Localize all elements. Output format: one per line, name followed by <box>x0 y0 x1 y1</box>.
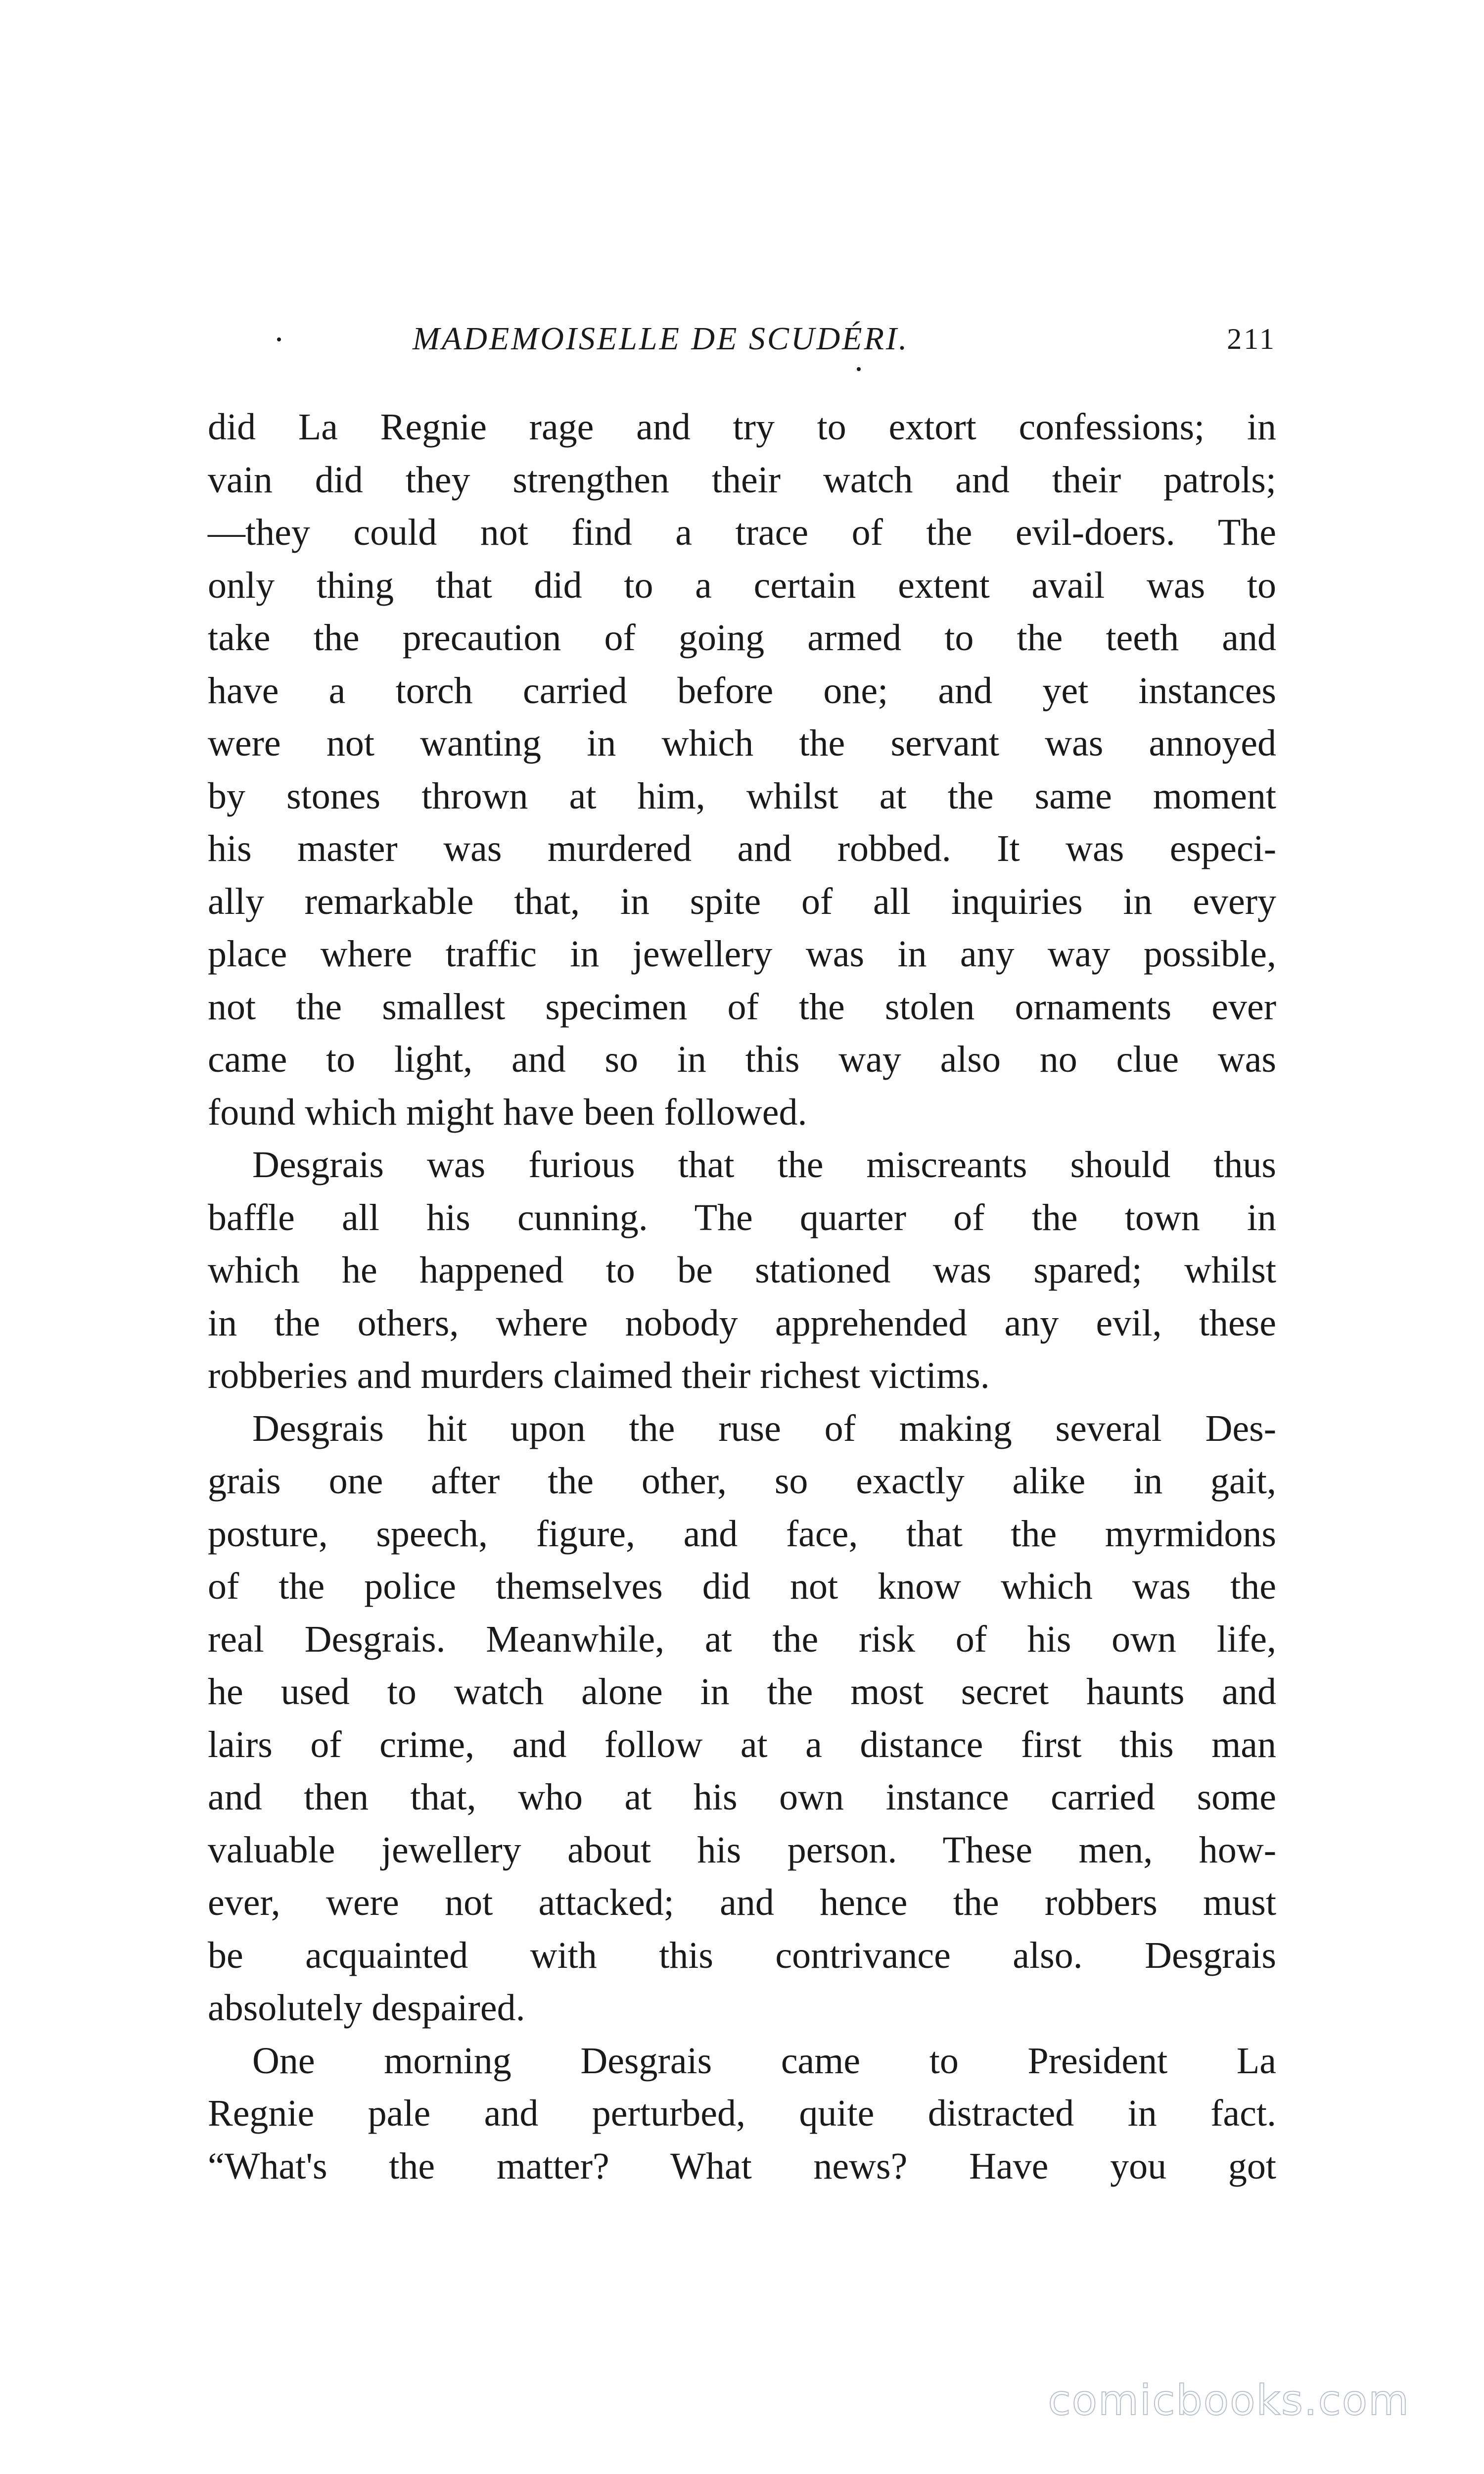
page-header <box>208 312 1276 366</box>
paragraph <box>208 2035 1276 2193</box>
paragraph <box>208 1139 1276 1402</box>
text-line: Desgrais hit upon the ruse of making several Des- <box>252 1407 1276 1449</box>
text-line: posture, speech, figure, and face, that the myrmidons <box>208 1513 1276 1555</box>
text-line: have a torch carried before one; and yet instances <box>208 669 1276 712</box>
text-line: he used to watch alone in the most secret haunts and <box>208 1671 1276 1713</box>
text-line: his master was murdered and robbed. It was especi- <box>208 828 1276 869</box>
text-line: did La Regnie rage and try to extort confessions; in <box>208 406 1276 448</box>
text-line: found which might have been followed. <box>208 1091 807 1133</box>
text-line: baffle all his cunning. The quarter of the town in <box>208 1196 1276 1238</box>
site-watermark: comicbooks.com <box>1048 2376 1410 2425</box>
page-number: 211 <box>1227 323 1276 355</box>
text-line: only thing that did to a certain extent avail was to <box>208 564 1276 606</box>
text-line: absolutely despaired. <box>208 1987 525 2029</box>
text-line: not the smallest specimen of the stolen ornaments ever <box>208 986 1276 1028</box>
text-line: One morning Desgrais came to President La <box>252 2040 1276 2082</box>
text-line: vain did they strengthen their watch and their patrols; <box>208 459 1276 501</box>
text-line: valuable jewellery about his person. These men, how- <box>208 1829 1276 1871</box>
text-line: came to light, and so in this way also no clue was <box>208 1039 1276 1080</box>
print-speck <box>277 337 281 341</box>
text-line: by stones thrown at him, whilst at the same moment <box>208 775 1276 817</box>
running-title: MADEMOISELLE DE SCUDÉRI. <box>413 321 909 357</box>
text-line: of the police themselves did not know which was the <box>208 1566 1276 1607</box>
text-line: Desgrais was furious that the miscreants should thus <box>252 1144 1276 1186</box>
text-line: grais one after the other, so exactly alike in gait, <box>208 1460 1276 1502</box>
paragraph <box>208 401 1276 1139</box>
text-line: and then that, who at his own instance carried some <box>208 1776 1276 1818</box>
text-line: in the others, where nobody apprehended any evil, these <box>208 1302 1276 1344</box>
text-line: place where traffic in jewellery was in any way possible, <box>208 933 1276 975</box>
print-speck <box>857 367 861 371</box>
text-line: ever, were not attacked; and hence the robbers must <box>208 1882 1276 1923</box>
text-line: were not wanting in which the servant was annoyed <box>208 722 1276 764</box>
text-line: ally remarkable that, in spite of all inquiries in every <box>208 880 1276 922</box>
text-line: lairs of crime, and follow at a distance first this man <box>208 1723 1276 1765</box>
text-line: take the precaution of going armed to the teeth and <box>208 617 1276 659</box>
text-line: real Desgrais. Meanwhile, at the risk of his own life, <box>208 1618 1276 1660</box>
text-line: Regnie pale and perturbed, quite distracted in fact. <box>208 2093 1276 2134</box>
body-text <box>208 401 1276 2192</box>
paragraph <box>208 1402 1276 2035</box>
text-line: robberies and murders claimed their richest victims. <box>208 1355 990 1396</box>
text-line: “What's the matter? What news? Have you got <box>208 2145 1276 2187</box>
text-line: which he happened to be stationed was spared; whilst <box>208 1249 1276 1291</box>
text-line: be acquainted with this contrivance also. Desgrais <box>208 1934 1276 1976</box>
text-line: —they could not find a trace of the evil-doers. The <box>208 512 1276 553</box>
